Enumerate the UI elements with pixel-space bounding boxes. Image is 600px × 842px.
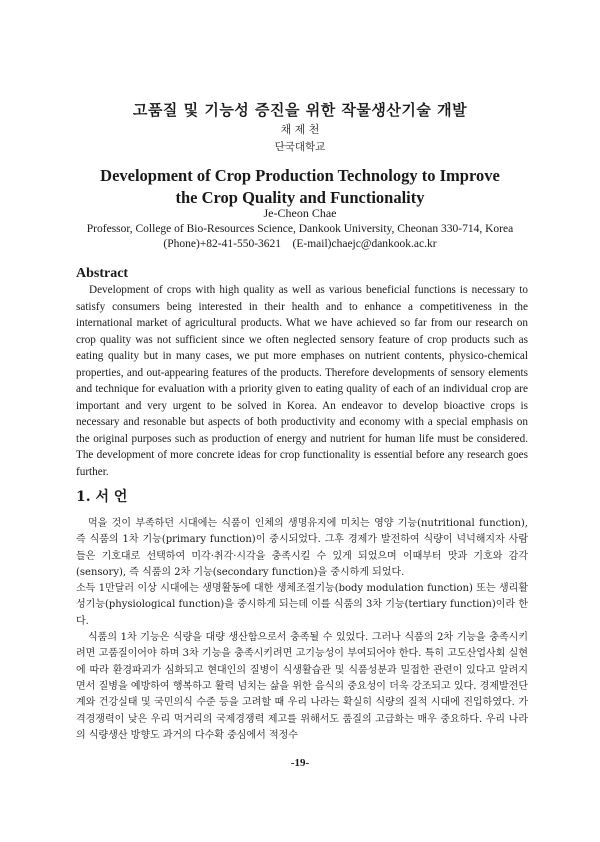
korean-author: 채 제 천 bbox=[280, 123, 320, 136]
english-title bbox=[0, 165, 600, 209]
english-author: Je-Cheon Chae bbox=[263, 206, 337, 220]
section-1-paragraph-2: 소득 1만달러 이상 시대에는 생명활동에 대한 생체조절기능(body modulation function) 또는 생리활성기능(physiological function)을 중시하게 되는데 이를 식품의 3차 기능(tertiary function)이라 한다. bbox=[76, 583, 528, 627]
section-1-heading: 1. 서 언 bbox=[76, 489, 128, 505]
section-1-paragraph-3: 식품의 1차 기능은 식량을 대량 생산함으로서 충족될 수 있었다. 그러나 식품의 2차 기능을 충족시키려면 고품질이어야 하며 3차 기능을 충족시키려면 고기능성이 부여되어야 한다. 특히 고도산업사회 실현에 따라 환경파괴가 심화되고 현대인의 질병이 식생활습관 및 식품성분과 밀접한 관련이 있다고 알려지면서 질병을 예방하여 행복하고 활력 넘치는 삶을 위한 음식의 중요성이 더욱 강조되고 있다. 경제발전단계와 건강실태 및 국민의식 수준 등을 고려할 때 우리 나라는 확실히 식량의 질적 시대에 진입하였다. 가격경쟁력이 낮은 우리 먹거리의 국제경쟁력 제고를 위해서도 품질의 고급화는 매우 중요하다. 우리 나라의 식량생산 방향도 과거의 다수확 중심에서 적정수 bbox=[76, 632, 528, 741]
english-title-line-2: the Crop Quality and Functionality bbox=[175, 188, 425, 207]
contact-info: (Phone)+82-41-550-3621 (E-mail)chaejc@dankook.ac.kr bbox=[163, 238, 437, 250]
abstract-heading: Abstract bbox=[76, 266, 129, 281]
korean-title: 고품질 및 기능성 증진을 위한 작물생산기술 개발 bbox=[132, 101, 468, 119]
section-1-paragraph-1: 먹을 것이 부족하던 시대에는 식품이 인체의 생명유지에 미치는 영양 기능(nutritional function), 즉 식품의 1차 기능(primary function)이 중시되었다. 그후 경제가 발전하여 식량이 넉넉해지자 사람들은 기호대로 선택하여 미각·취각·시각을 충족시킬 수 있게 되었으며 이때부터 맛과 기호와 감각(sensory), 즉 식품의 2차 기능(secondary function)을 중시하게 되었다. bbox=[76, 518, 528, 578]
korean-affiliation: 단국대학교 bbox=[274, 141, 326, 153]
english-affiliation-block bbox=[0, 222, 600, 252]
section-1-body bbox=[76, 516, 528, 744]
english-title-line-1: Development of Crop Production Technology to Improve bbox=[100, 166, 500, 185]
english-affiliation: Professor, College of Bio-Resources Science, Dankook University, Cheonan 330-714, Korea bbox=[86, 223, 514, 235]
abstract-body: Development of crops with high quality as well as various beneficial functions is necessary to satisfy consumers being interested in their health and to enhance a competitiveness in the international market of agricultural products. What we have achieved so far from our research on crop quality was not sufficient since we often neglected sensory feature of crop products such as eating quality but in many cases, we put more emphases on nutrient contents, physico-chemical properties, and out-appearing features of the products. Therefore developments of sensory elements and technique for evaluation with a priority given to eating quality of each of an individual crop are important and very urgent to be solved in Korea. An endeavor to develop bioactive crops is necessary and resonable but aspects of both productivity and economy with a special emphasis on the original purposes such as production of energy and nutrient for human life must be considered. The development of more concrete ideas for crop functionality is essential before any research goes further. bbox=[76, 284, 528, 478]
page-number: -19- bbox=[290, 757, 310, 769]
